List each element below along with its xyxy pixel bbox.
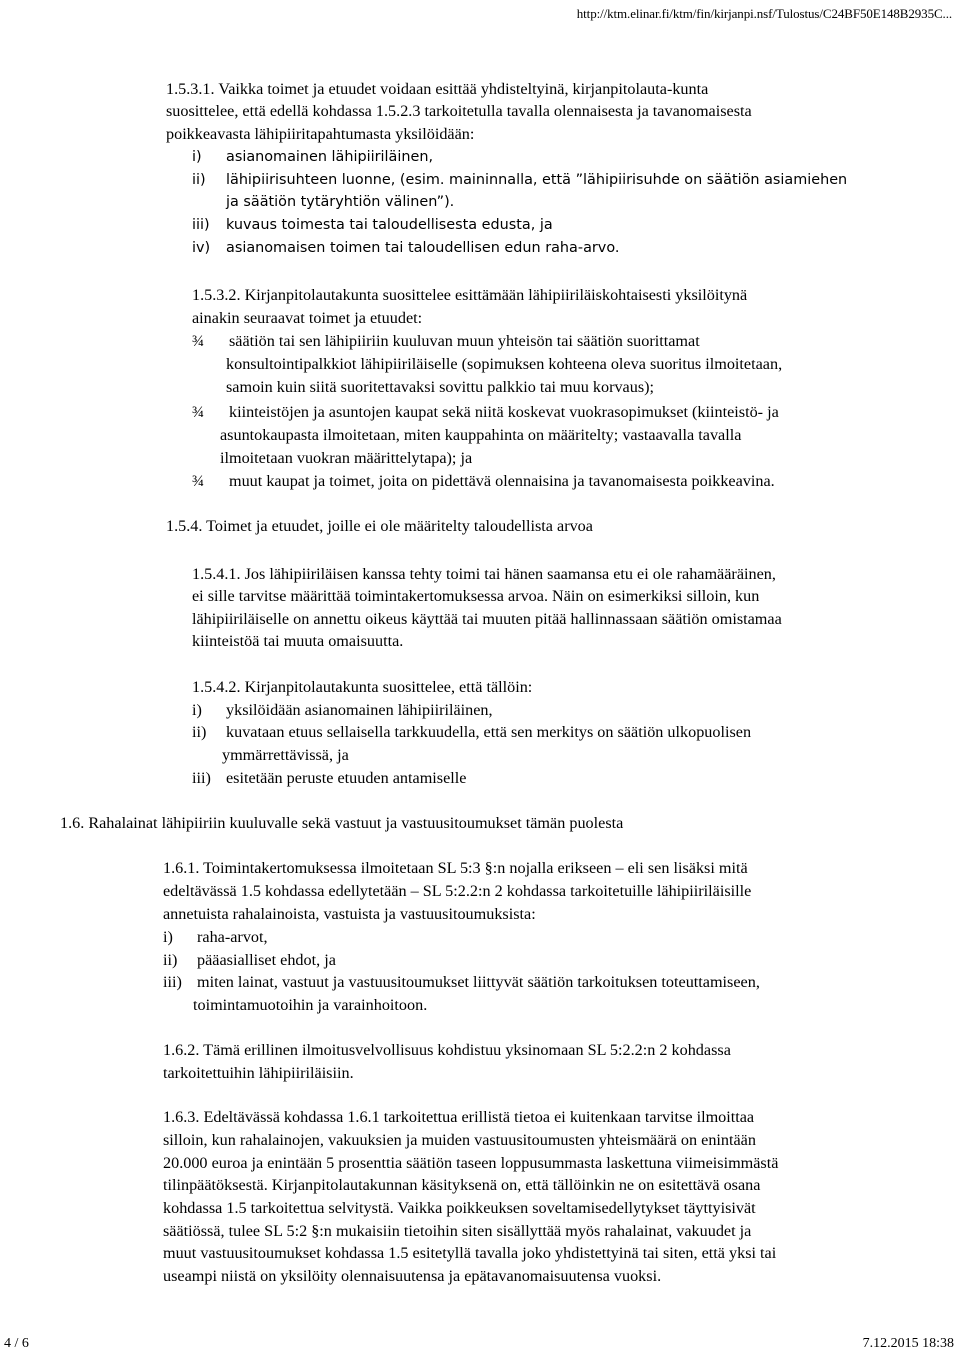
list-item-continuation: ymmärrettävissä, ja [222,746,349,764]
section-163-line-2: silloin, kun rahalainojen, vakuuksien ja muiden vastuusitoumusten yhteismäärä on enintään [163,1131,756,1149]
list-item-number: iv) [192,240,211,256]
list-item-text: lähipiirisuhteen luonne, (esim. maininnalla, että ”lähipiirisuhde on säätiön asiamiehen [226,172,848,188]
section-1542-line-1: 1.5.4.2. Kirjanpitolautakunta suosittelee, että tällöin: [192,678,533,696]
section-163-line-8: useampi niistä on yksilöity olennaisuutensa ja epätavanomaisuutensa vuoksi. [163,1267,662,1285]
section-16-title: 1.6. Rahalainat lähipiiriin kuuluvalle sekä vastuut ja vastuusitoumukset tämän puolesta [60,814,624,832]
list-item [192,169,847,192]
list-item-text: yksilöidään asianomainen lähipiiriläinen, [226,701,493,719]
section-1541-line-3: lähipiiriläiselle on annettu oikeus käyttää tai muuten pitää hallinnassaan säätiön omistamaa [192,610,782,628]
bullet-text: kiinteistöjen ja asuntojen kaupat sekä niitä koskevat vuokrasopimukset (kiinteistö- ja [229,403,779,421]
bullet-continuation: konsultointipalkkiot lähipiiriläiselle (sopimuksen kohteena oleva suoritus ilmoitetaan, [226,355,783,373]
bullet-item [192,470,775,493]
list-item-number: iii) [163,973,182,991]
bullet-text: säätiön tai sen lähipiiriin kuuluvan muun yhteisön tai säätiön suorittamat [229,332,700,350]
list-item-text: kuvataan etuus sellaisella tarkkuudella, että sen merkitys on säätiön ulkopuolisen [226,723,752,741]
list-item [192,699,493,722]
list-item-continuation: ja säätiön tytäryhtiön välinen”). [226,194,455,210]
print-datetime: 7.12.2015 18:38 [862,1336,954,1351]
list-item-text: raha-arvot, [197,928,268,946]
bullet-text: muut kaupat ja toimet, joita on pidettävä olennaisina ja tavanomaisesta poikkeavina. [229,472,775,490]
section-161-line-2: edeltävässä 1.5 kohdassa edellytetään – SL 5:2.2:n 2 kohdassa tarkoitetuille lähipiiriläisille [163,882,752,900]
bullet-mark: ¾ [192,403,205,421]
list-item [192,146,433,169]
bullet-continuation: samoin kuin siitä suoritettavaksi sovittu palkkio tai muu korvaus); [226,378,655,396]
page-number: 4 / 6 [4,1336,29,1351]
section-1532-line-2: ainakin seuraavat toimet ja etuudet: [192,309,423,327]
list-item-text: esitetään peruste etuuden antamiselle [226,769,467,787]
list-item [192,214,553,237]
list-item-text: kuvaus toimesta tai taloudellisesta edusta, ja [226,217,553,233]
section-162-line-2: tarkoitettuihin lähipiiriläisiin. [163,1064,354,1082]
list-item [163,949,336,972]
list-item-number: ii) [192,723,207,741]
list-item-number: ii) [163,951,178,969]
section-1531-line-2: suosittelee, että edellä kohdassa 1.5.2.3 tarkoitetulla tavalla olennaisesta ja tavanomaisesta [166,102,752,120]
bullet-mark: ¾ [192,332,205,350]
section-1531-line-3: poikkeavasta lähipiiritapahtumasta yksilöidään: [166,125,475,143]
list-item-continuation: toimintamuotoihin ja varainhoitoon. [193,996,428,1014]
list-item [192,767,466,790]
bullet-item [192,330,700,353]
section-1531-line-1: 1.5.3.1. Vaikka toimet ja etuudet voidaan esittää yhdisteltyinä, kirjanpitolauta-kunta [166,80,709,98]
section-161-line-3: annetuista rahalainoista, vastuista ja vastuusitoumuksista: [163,905,536,923]
section-1541-line-4: kiinteistöä tai muuta omaisuutta. [192,632,404,650]
list-item-text: asianomaisen toimen tai taloudellisen edun raha-arvo. [226,240,620,256]
list-item-text: pääasialliset ehdot, ja [197,951,336,969]
list-item-text: miten lainat, vastuut ja vastuusitoumukset liittyvät säätiön tarkoituksen toteuttamiseen, [197,973,760,991]
bullet-item [192,401,779,424]
section-154-title: 1.5.4. Toimet ja etuudet, joille ei ole määritelty taloudellista arvoa [166,517,593,535]
bullet-mark: ¾ [192,472,205,490]
list-item-number: i) [163,928,173,946]
list-item [163,971,760,994]
section-163-line-6: säätiössä, tulee SL 5:2 §:n mukaisiin tietoihin siten sisällyttää myös rahalainat, vakuudet ja [163,1222,752,1240]
list-item-number: iii) [192,769,211,787]
section-163-line-7: muut vastuusitoumukset kohdassa 1.5 esitetyllä tavalla joko yhdistettyinä tai siten, että yksi tai [163,1244,777,1262]
section-1532-line-1: 1.5.3.2. Kirjanpitolautakunta suosittelee esittämään lähipiiriläiskohtaisesti yksilöitynä [192,286,748,304]
section-1541-line-2: ei sille tarvitse määrittää toimintakertomuksessa arvoa. Näin on esimerkiksi silloin, kun [192,587,760,605]
section-162-line-1: 1.6.2. Tämä erillinen ilmoitusvelvollisuus kohdistuu yksinomaan SL 5:2.2:n 2 kohdassa [163,1041,731,1059]
list-item-number: i) [192,149,202,165]
list-item [163,926,268,949]
list-item-number: ii) [192,172,206,188]
section-1541-line-1: 1.5.4.1. Jos lähipiiriläisen kanssa tehty toimi tai hänen saamansa etu ei ole rahamääräinen, [192,565,776,583]
section-163-line-4: tilinpäätöksestä. Kirjanpitolautakunnan käsityksenä on, että tällöinkin ne on esitettävä osana [163,1176,761,1194]
list-item-number: i) [192,701,202,719]
list-item-number: iii) [192,217,210,233]
section-163-line-3: 20.000 euroa ja enintään 5 prosenttia säätiön taseen loppusummasta laskettuna viimeisimmästä [163,1154,779,1172]
bullet-continuation: ilmoitetaan vuokran määrittelytapa); ja [220,449,473,467]
section-163-line-5: kohdassa 1.5 tarkoitettua selvitystä. Vaikka poikkeuksen soveltamisedellytykset täyttyisivät [163,1199,756,1217]
section-161-line-1: 1.6.1. Toimintakertomuksessa ilmoitetaan SL 5:3 §:n nojalla erikseen – eli sen lisäksi mitä [163,859,748,877]
list-item [192,721,751,744]
section-163-line-1: 1.6.3. Edeltävässä kohdassa 1.6.1 tarkoitettua erillistä tietoa ei kuitenkaan tarvitse ilmoittaa [163,1108,755,1126]
list-item [192,237,619,260]
page-url: http://ktm.elinar.fi/ktm/fin/kirjanpi.nsf/Tulostus/C24BF50E148B2935C... [576,6,952,21]
list-item-text: asianomainen lähipiiriläinen, [226,149,434,165]
bullet-continuation: asuntokaupasta ilmoitetaan, miten kauppahinta on määritelty; vastaavalla tavalla [220,426,742,444]
